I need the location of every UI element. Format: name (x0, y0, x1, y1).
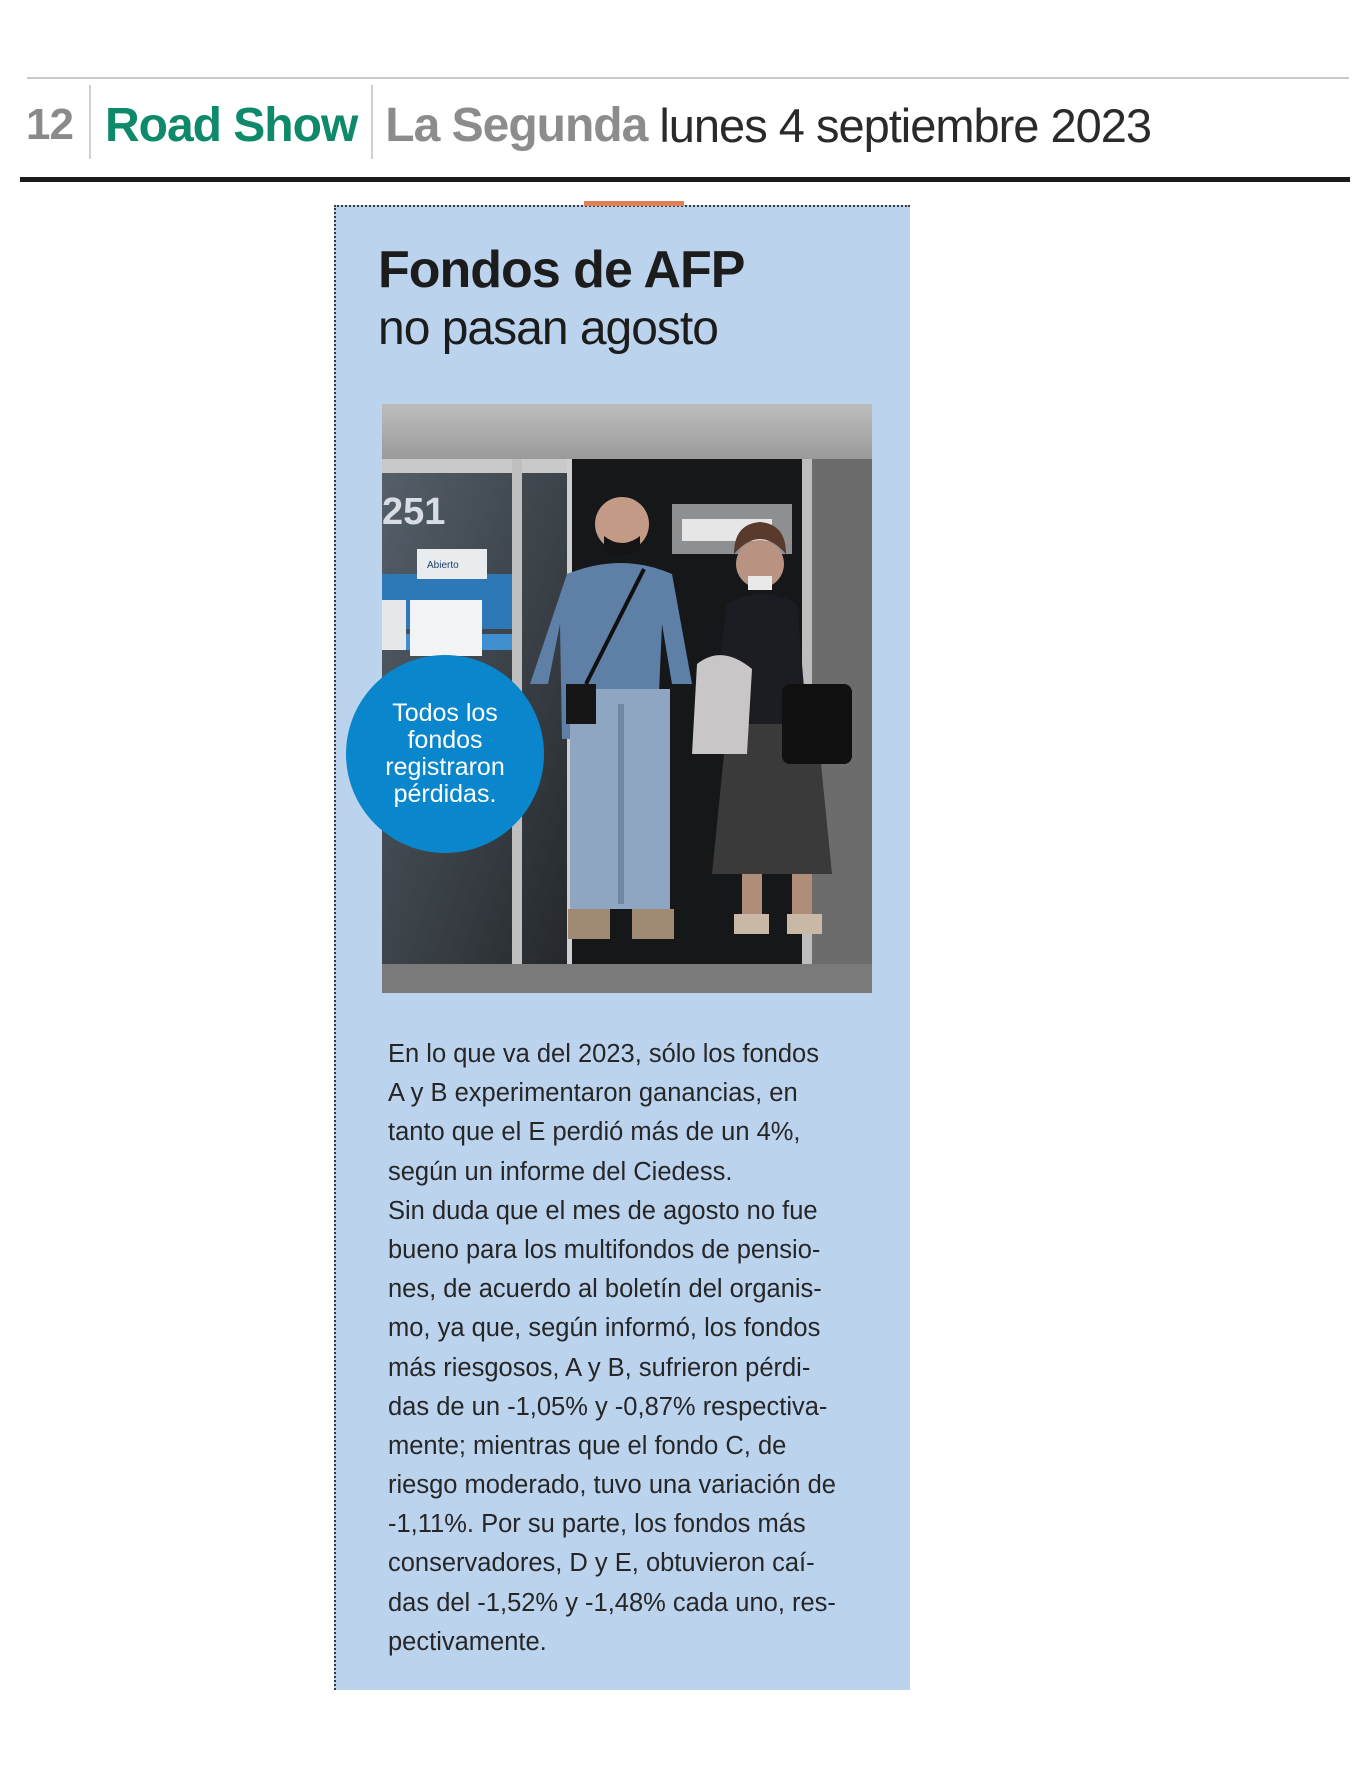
callout-bubble (346, 655, 544, 853)
body-line: más riesgosos, A y B, sufrieron pérdi- (388, 1353, 811, 1382)
body-line: Sin duda que el mes de agosto no fue (388, 1196, 818, 1225)
photo-door-number: 251 (382, 491, 446, 533)
body-line: riesgo moderado, tuvo una variación de (388, 1471, 836, 1500)
accent-bar (584, 201, 684, 206)
body-line: mente; mientras que el fondo C, de (388, 1431, 787, 1460)
body-line: según un informe del Ciedess. (388, 1157, 733, 1186)
article-headline: Fondos de AFP (378, 241, 745, 299)
issue-date: lunes 4 septiembre 2023 (659, 98, 1152, 152)
article-box (334, 205, 910, 1690)
header-bottom-rule (20, 177, 1350, 182)
body-line: En lo que va del 2023, sólo los fondos (388, 1040, 819, 1068)
body-line: das de un -1,05% y -0,87% respectiva- (388, 1392, 828, 1421)
body-line: das del -1,52% y -1,48% cada uno, res- (388, 1588, 836, 1617)
body-line: nes, de acuerdo al boletín del organis- (388, 1275, 822, 1304)
publication-name: La Segunda (385, 98, 648, 152)
section-name: Road Show (104, 98, 358, 152)
photo-door-sign: Abierto (427, 560, 459, 571)
callout-text: Todos los fondos registraron pérdidas. (385, 699, 505, 808)
body-line: tanto que el E perdió más de un 4%, (388, 1118, 801, 1147)
article-body (388, 1035, 888, 1662)
body-line: pectivamente. (388, 1627, 547, 1656)
page-number: 12 (26, 100, 73, 149)
body-line: -1,11%. Por su parte, los fondos más (388, 1510, 806, 1539)
body-line: bueno para los multifondos de pensio- (388, 1235, 821, 1264)
masthead (22, 79, 1151, 171)
body-line: mo, ya que, según informó, los fondos (388, 1314, 821, 1343)
body-line: A y B experimentaron ganancias, en (388, 1079, 798, 1108)
body-line: conservadores, D y E, obtuvieron caí- (388, 1549, 815, 1578)
article-subheadline: no pasan agosto (378, 302, 718, 355)
